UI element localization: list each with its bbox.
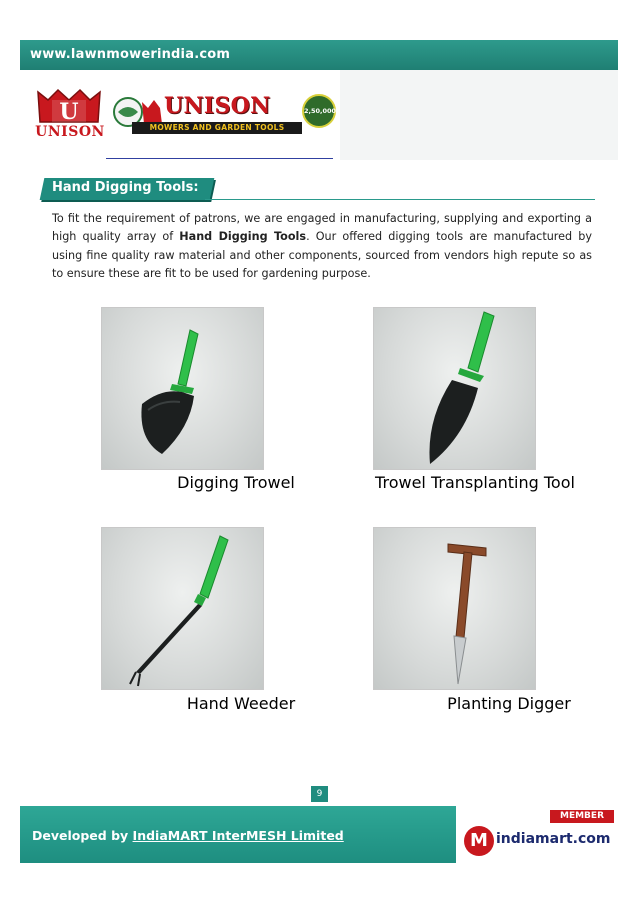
unison-main-logo — [110, 93, 337, 138]
intro-highlight: Hand Digging Tools — [179, 230, 307, 244]
transplanting-trowel-icon — [373, 307, 536, 470]
page-number: 9 — [311, 786, 328, 802]
product-name: Hand Weeder — [186, 694, 296, 713]
site-url-link[interactable]: www.lawnmowerindia.com — [30, 47, 231, 62]
top-bar — [20, 40, 618, 70]
developed-by-label: Developed by — [32, 828, 129, 843]
crown-icon — [28, 86, 110, 126]
left-logo-text: UNISON — [35, 124, 105, 140]
indiamart-logo — [464, 826, 612, 856]
section-divider — [205, 199, 595, 200]
developer-link[interactable]: IndiaMART InterMESH Limited — [132, 828, 344, 843]
header-right-panel — [340, 70, 618, 160]
planting-digger-icon — [373, 527, 536, 690]
main-logo-text: UNISON — [164, 93, 271, 119]
intro-paragraph — [52, 210, 592, 283]
product-name: Digging Trowel — [177, 473, 295, 492]
indiamart-member-logo[interactable] — [456, 806, 618, 863]
header-divider — [106, 158, 333, 159]
seal-text: 2,50,000 — [304, 107, 337, 115]
award-seal — [302, 94, 336, 128]
section-title: Hand Digging Tools: — [52, 180, 199, 195]
svg-text:U: U — [59, 99, 79, 125]
hand-weeder-icon — [101, 527, 264, 690]
member-badge: MEMBER — [550, 810, 614, 823]
product-name: Trowel Transplanting Tool — [375, 473, 575, 492]
indiamart-logo-text: indiamart.com — [496, 831, 611, 847]
intro-text-end: . Our offered digging tools are manufactured by using fine quality raw material and other components, sourced from vendors high repute so as to ensure these are fit to be used for gardening purpose. — [52, 230, 592, 280]
product-name: Planting Digger — [447, 694, 571, 713]
developer-credit — [32, 828, 344, 843]
logo-tagline: MOWERS AND GARDEN TOOLS — [132, 122, 302, 134]
indiamart-m-icon: M — [464, 826, 494, 856]
trowel-icon — [101, 307, 264, 470]
intro-text-start: To fit the requirement of patrons, we are engaged in manufacturing, supplying and exporting a high quality array of — [52, 212, 592, 244]
unison-crown-logo — [28, 86, 110, 144]
